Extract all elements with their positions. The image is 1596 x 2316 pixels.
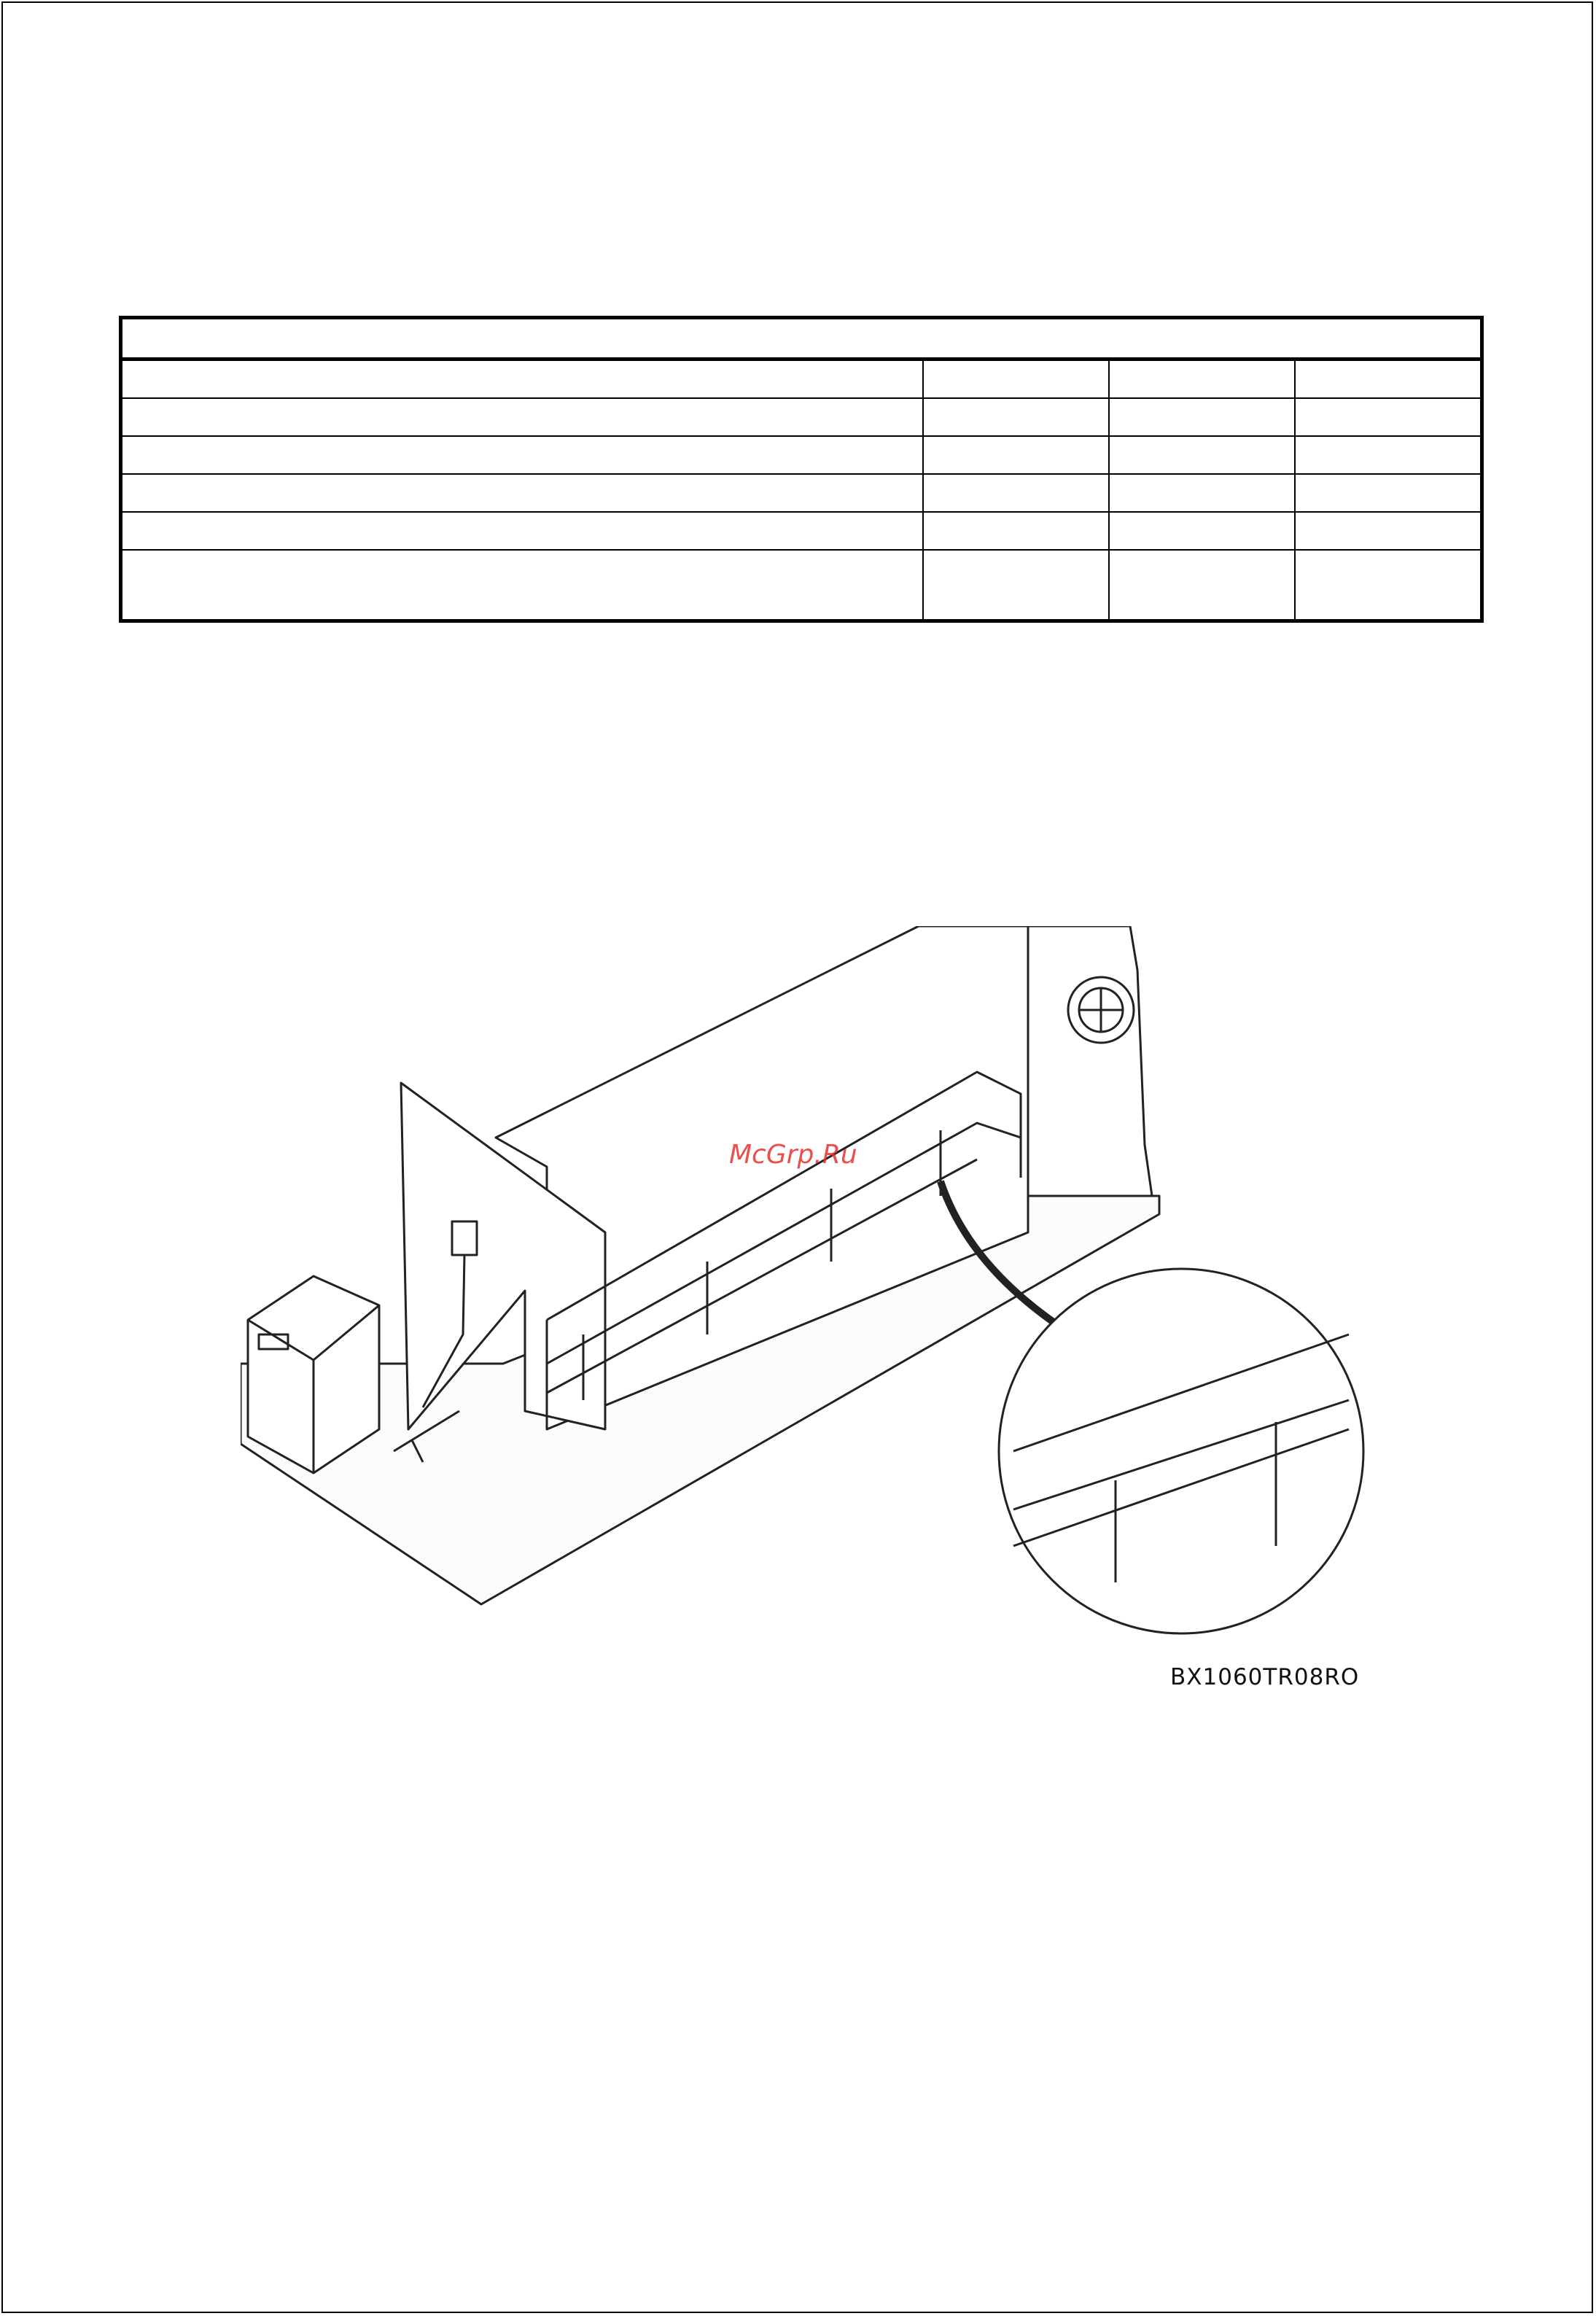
table-header-cell <box>121 318 1482 360</box>
ventilation-fan-icon <box>1068 977 1134 1043</box>
table-row <box>121 512 1482 550</box>
spec-table <box>119 316 1484 623</box>
right-wall <box>1028 926 1152 1196</box>
battery-room-illustration <box>241 926 1436 1648</box>
detail-magnifier-icon <box>999 1269 1363 1633</box>
table-header-row <box>121 318 1482 360</box>
watermark: McGrp.Ru <box>729 1140 857 1170</box>
table-row <box>121 360 1482 399</box>
ups-cabinet-icon <box>248 1276 379 1473</box>
table-row <box>121 474 1482 512</box>
table-row <box>121 398 1482 436</box>
wall-switch-icon <box>452 1221 477 1255</box>
table-row <box>121 550 1482 621</box>
table-row <box>121 436 1482 474</box>
figure-caption: BX1060TR08RO <box>1170 1664 1360 1690</box>
